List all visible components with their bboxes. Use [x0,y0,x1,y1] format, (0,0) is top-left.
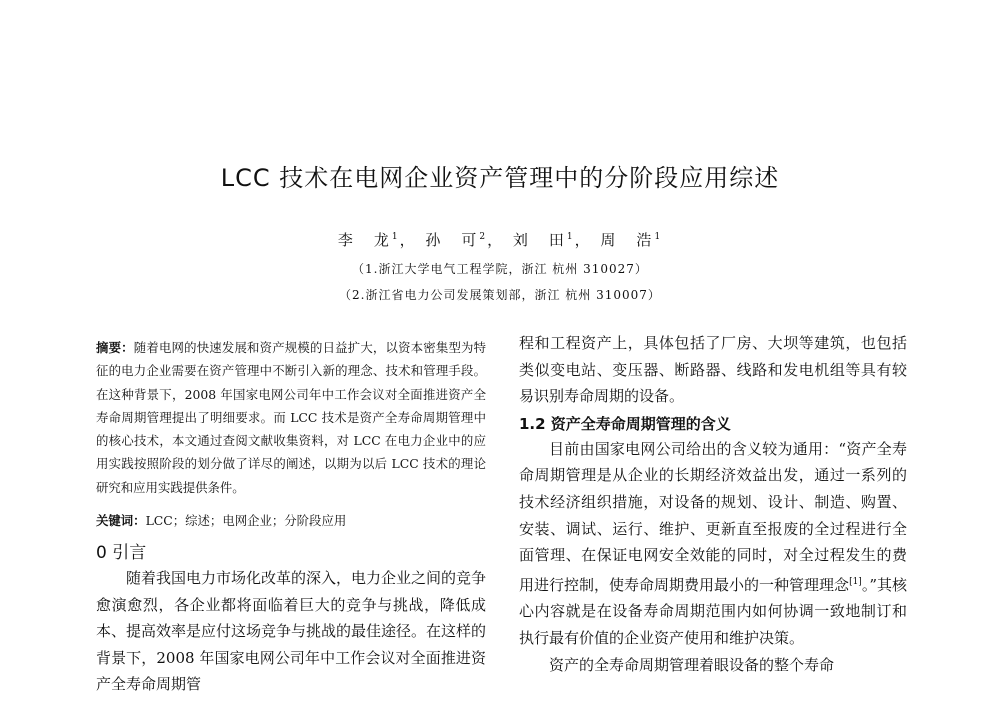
definition-text-cont: 。”其核心内容就是在设备寿命周期范围内如何协调一致地制订和执行最有价值的企业资产使用和维护决策。 [519,575,907,647]
continued-paragraph: 程和工程资产上，具体包括了厂房、大坝等建筑，也包括类似变电站、变压器、断路器、线路和发电机组等具有较易识别寿命周期的设备。 [519,334,907,406]
paper-title: LCC 技术在电网企业资产管理中的分阶段应用综述 [220,164,780,192]
author-line: 李 龙$^1$ ， 孙 可$^2$ ， 刘 田$^1$ ， 周 浩$^1$ [337,231,661,249]
keywords-label: 关键词： [96,513,146,529]
section-heading-intro: 0 引言 [96,543,147,564]
affiliation-2: （2.浙江省电力公司发展策划部，浙江 杭州 310007） [339,288,661,302]
abstract-text: 随着电网的快速发展和资产规模的日益扩大，以资本密集型为特征的电力企业需要在资产管理中不断引入新的理念、技术和管理手段。在这种背景下，2008 年国家电网公司年中工作会议对全面推进资产全寿命周期管理提出了明细要求。而 LCC 技术是资产全寿命周期管理中的核心技术，本文通过查阅文献收集资料，对 LCC 在电力企业中的应用实践按照阶段的划分做了详尽的阐述，以期为以后 LCC 技术的理论研究和应用实践提供条件。 [96,340,487,495]
author-affil-mark: 1 [654,232,661,242]
definition-text: 目前由国家电网公司给出的含义较为通用：“资产全寿命周期管理是从企业的长期经济效益出发，通过一系列的技术经济组织措施，对设备的规划、设计、制造、购置、安装、调试、运行、维护、更新直至报废的全过程进行全面管理、在保证电网安全效能的同时，对全过程发生的费用进行控制，使寿命周期费用最小的一种管理理念 [519,439,907,594]
author-affil-mark: 1 [391,232,398,242]
author-name: 周 浩 [600,231,655,249]
keywords-text: LCC；综述；电网企业；分阶段应用 [145,513,347,529]
abstract [96,336,486,499]
author-name: 孙 可 [425,231,480,249]
right-column [519,330,907,678]
affiliation-1: （1.浙江大学电气工程学院，浙江 杭州 310027） [352,262,648,276]
section-heading-1-2: 1.2 资产全寿命周期管理的含义 [519,414,731,433]
author-name: 李 龙 [337,231,392,249]
author-affil-mark: 1 [566,232,573,242]
author-affil-mark: 2 [479,232,486,242]
citation-ref[interactable]: [1] [849,576,862,587]
definition-paragraph [519,436,907,652]
intro-paragraph: 随着我国电力市场化改革的深入，电力企业之间的竞争愈演愈烈，各企业都将面临着巨大的竞争与挑战，降低成本、提高效率是应付这场竞争与挑战的最佳途径。在这样的背景下，2008 年国家电网公司年中工作会议对全面推进资产全寿命周期管 [96,569,487,694]
abstract-label: 摘要： [96,340,134,355]
keywords [96,511,486,531]
left-column [96,336,486,698]
next-paragraph: 资产的全寿命周期管理着眼设备的整个寿命 [549,655,835,674]
author-name: 刘 田 [512,231,567,249]
